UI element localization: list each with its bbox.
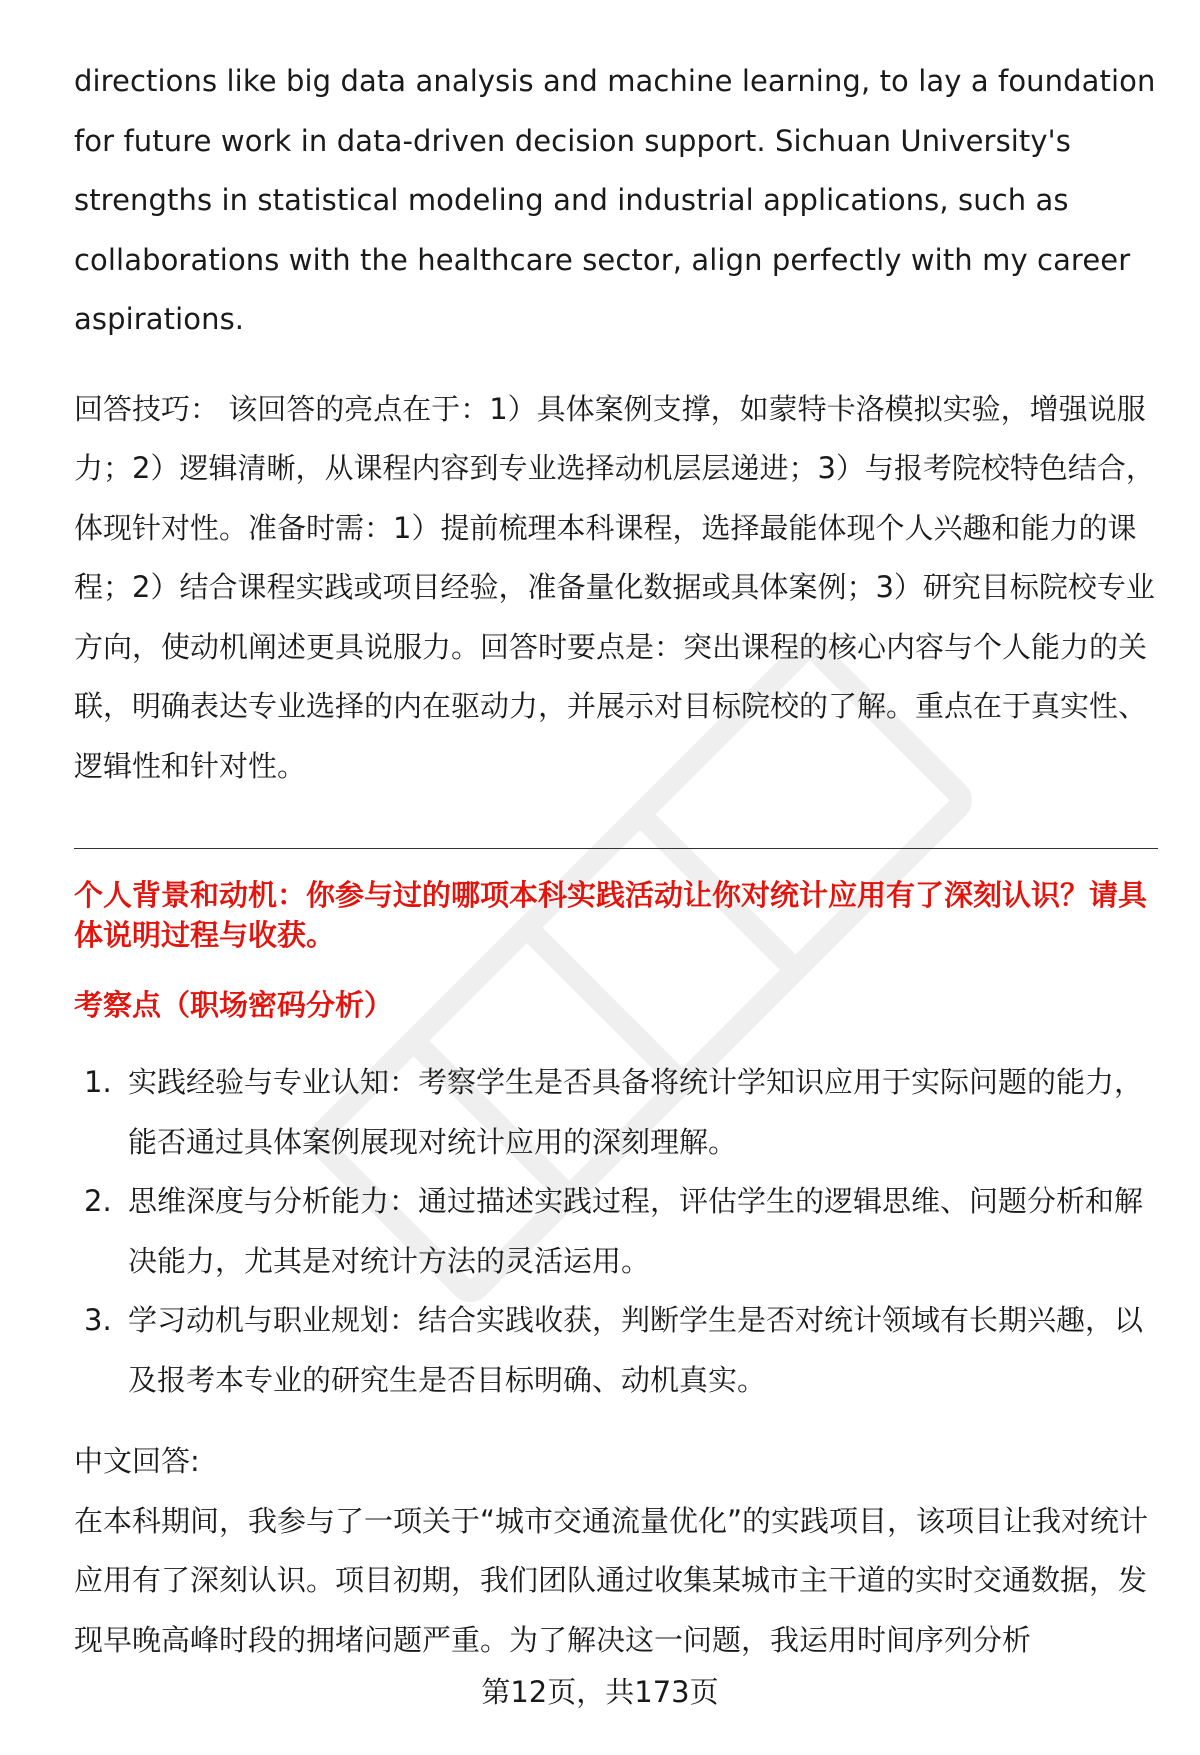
intro-paragraph: directions like big data analysis and machine learning, to lay a foundation for future work in data-driven decision support. Sichuan University's strengths in statistical modeling and industrial applications, such as collaborations with the healthcare sector, align perfectly with my career aspirations. (74, 64, 1156, 336)
page-footer: 第12页，共173页 (481, 1675, 719, 1709)
tips-paragraph: 回答技巧： 该回答的亮点在于：1）具体案例支撑，如蒙特卡洛模拟实验，增强说服力；2）逻辑清晰，从课程内容到专业选择动机层层递进；3）与报考院校特色结合，体现针对性。准备时需：1）提前梳理本科课程，选择最能体现个人兴趣和能力的课程；2）结合课程实践或项目经验，准备量化数据或具体案例；3）研究目标院校专业方向，使动机阐述更具说服力。回答时要点是：突出课程的核心内容与个人能力的关联，明确表达专业选择的内在驱动力，并展示对目标院校的了解。重点在于真实性、逻辑性和针对性。 (74, 391, 1155, 783)
document-page (74, 52, 1158, 1670)
question-heading: 个人背景和动机：你参与过的哪项本科实践活动让你对统计应用有了深刻认识？请具体说明过程与收获。 (74, 878, 1148, 952)
list-item (74, 1291, 1158, 1410)
section-divider (74, 848, 1158, 849)
assessment-list (74, 1053, 1158, 1410)
answer-paragraph: 在本科期间，我参与了一项关于“城市交通流量优化”的实践项目，该项目让我对统计应用有了深刻认识。项目初期，我们团队通过收集某城市主干道的实时交通数据，发现早晚高峰时段的拥堵问题严重。为了解决这一问题，我运用时间序列分析 (74, 1503, 1149, 1657)
list-item-text: 思维深度与分析能力：通过描述实践过程，评估学生的逻辑思维、问题分析和解决能力，尤其是对统计方法的灵活运用。 (128, 1184, 1144, 1278)
list-item-number: 3. (84, 1303, 112, 1337)
answer-label: 中文回答: (74, 1444, 200, 1478)
list-item (74, 1172, 1158, 1291)
list-item (74, 1053, 1158, 1172)
assessment-heading: 考察点（职场密码分析） (74, 988, 394, 1022)
list-item-number: 2. (84, 1184, 112, 1218)
list-item-text: 实践经验与专业认知：考察学生是否具备将统计学知识应用于实际问题的能力，能否通过具体案例展现对统计应用的深刻理解。 (128, 1065, 1144, 1159)
list-item-text: 学习动机与职业规划：结合实践收获，判断学生是否对统计领域有长期兴趣，以及报考本专业的研究生是否目标明确、动机真实。 (128, 1303, 1144, 1397)
list-item-number: 1. (84, 1065, 112, 1099)
